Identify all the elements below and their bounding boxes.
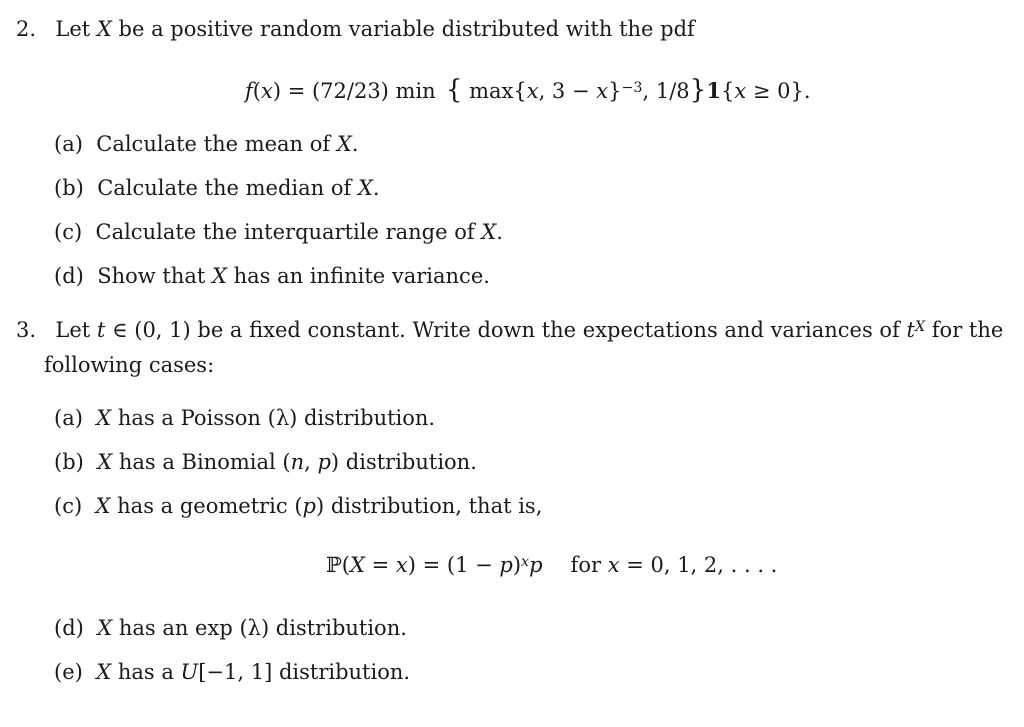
q3-part-d: (d) X has an exp (λ) distribution. bbox=[54, 616, 407, 640]
q2-part-a: (a) Calculate the mean of X. bbox=[54, 132, 359, 156]
q3-intro-line1: 3. Let t ∈ (0, 1) be a fixed constant. Write down the expectations and variances of $t^X$ for the bbox=[16, 318, 1004, 342]
q2-part-b: (b) Calculate the median of X. bbox=[54, 176, 380, 200]
q2-formula: f(x) = (72/23) min { max{x, 3 − x}$^{-3}$, 1/8}1{x ≥ 0}. bbox=[245, 75, 811, 105]
q3-part-a: (a) X has a Poisson (λ) distribution. bbox=[54, 406, 436, 430]
q2-part-d: (d) Show that X has an infinite variance. bbox=[54, 264, 490, 288]
q3-part-c: (c) X has a geometric (p) distribution, that is, bbox=[54, 494, 543, 518]
q2-part-c: (c) Calculate the interquartile range of X. bbox=[54, 220, 503, 244]
q3-formula: ℙ(X = $x) = (1 - p)^xp$ for x = 0, 1, 2, . . . . bbox=[326, 553, 778, 577]
q2-number: 2. bbox=[16, 17, 37, 41]
q3-number: 3. bbox=[16, 318, 37, 342]
q3-part-e: (e) X has a U[−1, 1] distribution. bbox=[54, 660, 411, 684]
q2-intro: 2. Let X be a positive random variable distributed with the pdf bbox=[16, 17, 695, 41]
q3-intro-line2: following cases: bbox=[44, 353, 215, 377]
q3-part-b: (b) X has a Binomial (n, p) distribution. bbox=[54, 450, 477, 474]
